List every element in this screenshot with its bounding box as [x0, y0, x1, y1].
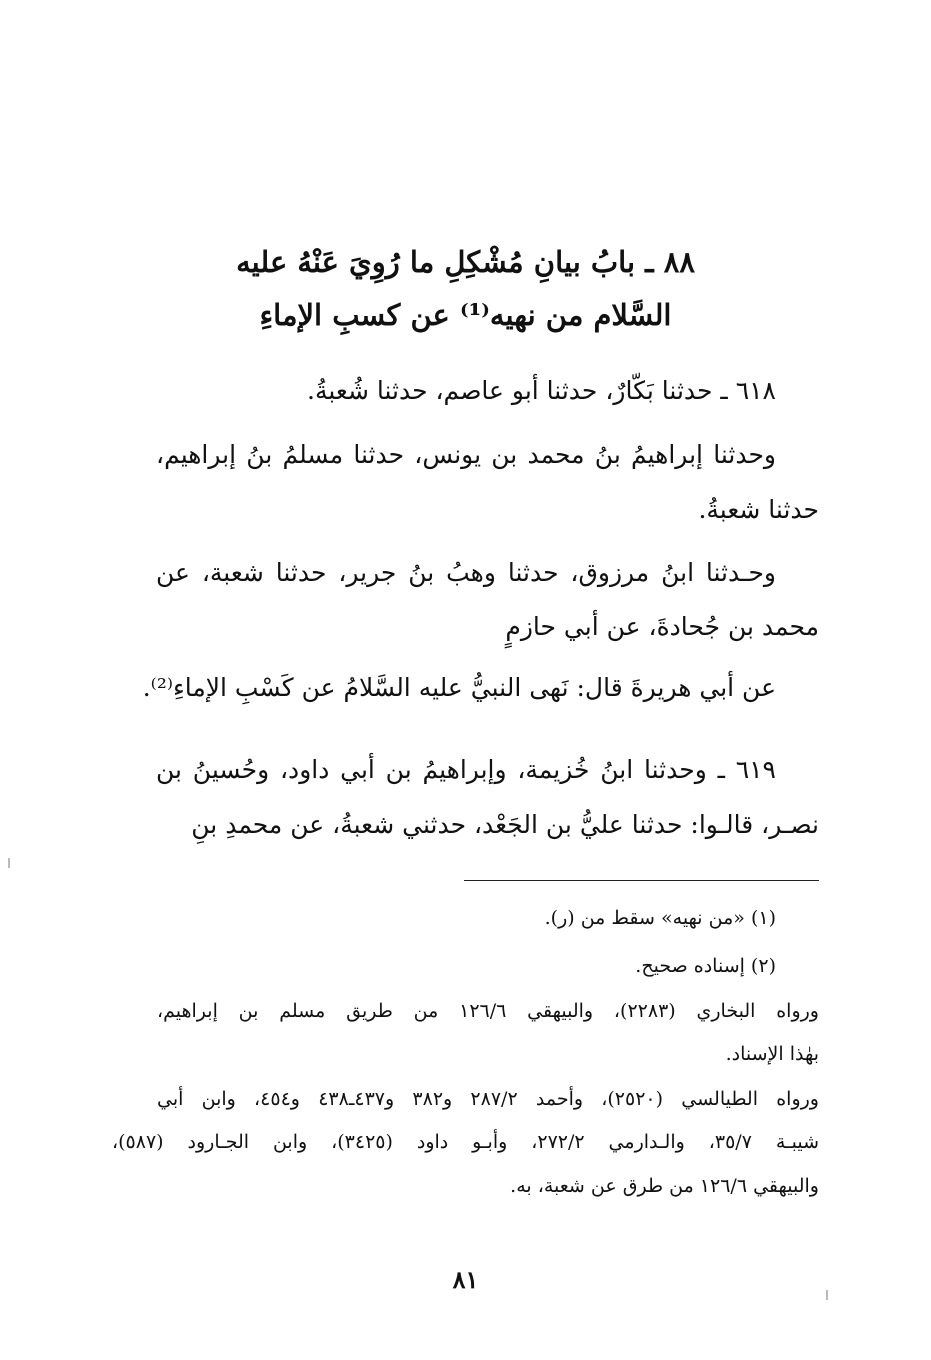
- page-number: ٨١: [452, 1265, 479, 1294]
- footnote-2-para-2-line-1: ورواه الطيالسي (٢٥٢٠)، وأحمد ٢٨٧/٢ و٣٨٢ و٤٣٧ـ٤٣٨ و٤٥٤، وابن أبي: [157, 1088, 819, 1110]
- hadith-618-line-2: وحدثنا إبراهيمُ بنُ محمد بن يونس، حدثنا مسلمُ بنُ إبراهيم،: [156, 440, 776, 469]
- footnote-2-para-2-line-3: والبيهقي ١٢٦/٦ من طرق عن شعبة، به.: [510, 1175, 819, 1197]
- hadith-618-line-5: محمد بن جُحادةَ، عن أبي حازمٍ: [505, 612, 819, 641]
- hadith-618-line-3: حدثنا شعبةُ.: [698, 495, 819, 524]
- footnote-separator: [464, 880, 819, 881]
- footnote-1: (١) «من نهيه» سقط من (ر).: [544, 907, 776, 929]
- footnote-2: (٢) إسناده صحيح.: [635, 955, 776, 977]
- hadith-619-line-2: نصـر، قالـوا: حدثنا عليُّ بن الجَعْد، حدثني شعبةُ، عن محمدِ بنِ: [191, 810, 819, 839]
- hadith-618-line-4: وحـدثنا ابنُ مرزوق، حدثنا وهبُ بنُ جرير، حدثنا شعبة، عن: [156, 558, 776, 587]
- chapter-title-line-2: السَّلام من نهيه⁽¹⁾ عن كسبِ الإماءِ: [259, 298, 672, 332]
- hadith-618-line-1: ٦١٨ ـ حدثنا بَكّارٌ، حدثنا أبو عاصم، حدثنا شُعبةُ.: [307, 376, 776, 405]
- scan-mark: [826, 1290, 828, 1300]
- footnote-2-para-1-line-1: ورواه البخاري (٢٢٨٣)، والبيهقي ١٢٦/٦ من طريق مسلم بن إبراهيم،: [157, 1000, 819, 1022]
- hadith-618-line-6: عن أبي هريرةَ قال: نَهى النبيُّ عليه السَّلامُ عن كَسْبِ الإماءِ⁽²⁾.: [142, 673, 776, 702]
- footnote-2-para-1-line-2: بهٰذا الإسناد.: [725, 1043, 819, 1065]
- footnote-2-para-2-line-2: شيبـة ٣٥/٧، والـدارمي ٢٧٢/٢، وأبـو داود (٣٤٢٥)، وابن الجـارود (٥٨٧)،: [112, 1131, 820, 1153]
- hadith-619-line-1: ٦١٩ ـ وحدثنا ابنُ خُزيمة، وإبراهيمُ بن أبي داود، وحُسينُ بن: [156, 755, 776, 784]
- chapter-title-line-1: ٨٨ ـ بابُ بيانِ مُشْكِلِ ما رُوِيَ عَنْهُ عليه: [236, 245, 695, 279]
- scan-mark: [8, 858, 10, 868]
